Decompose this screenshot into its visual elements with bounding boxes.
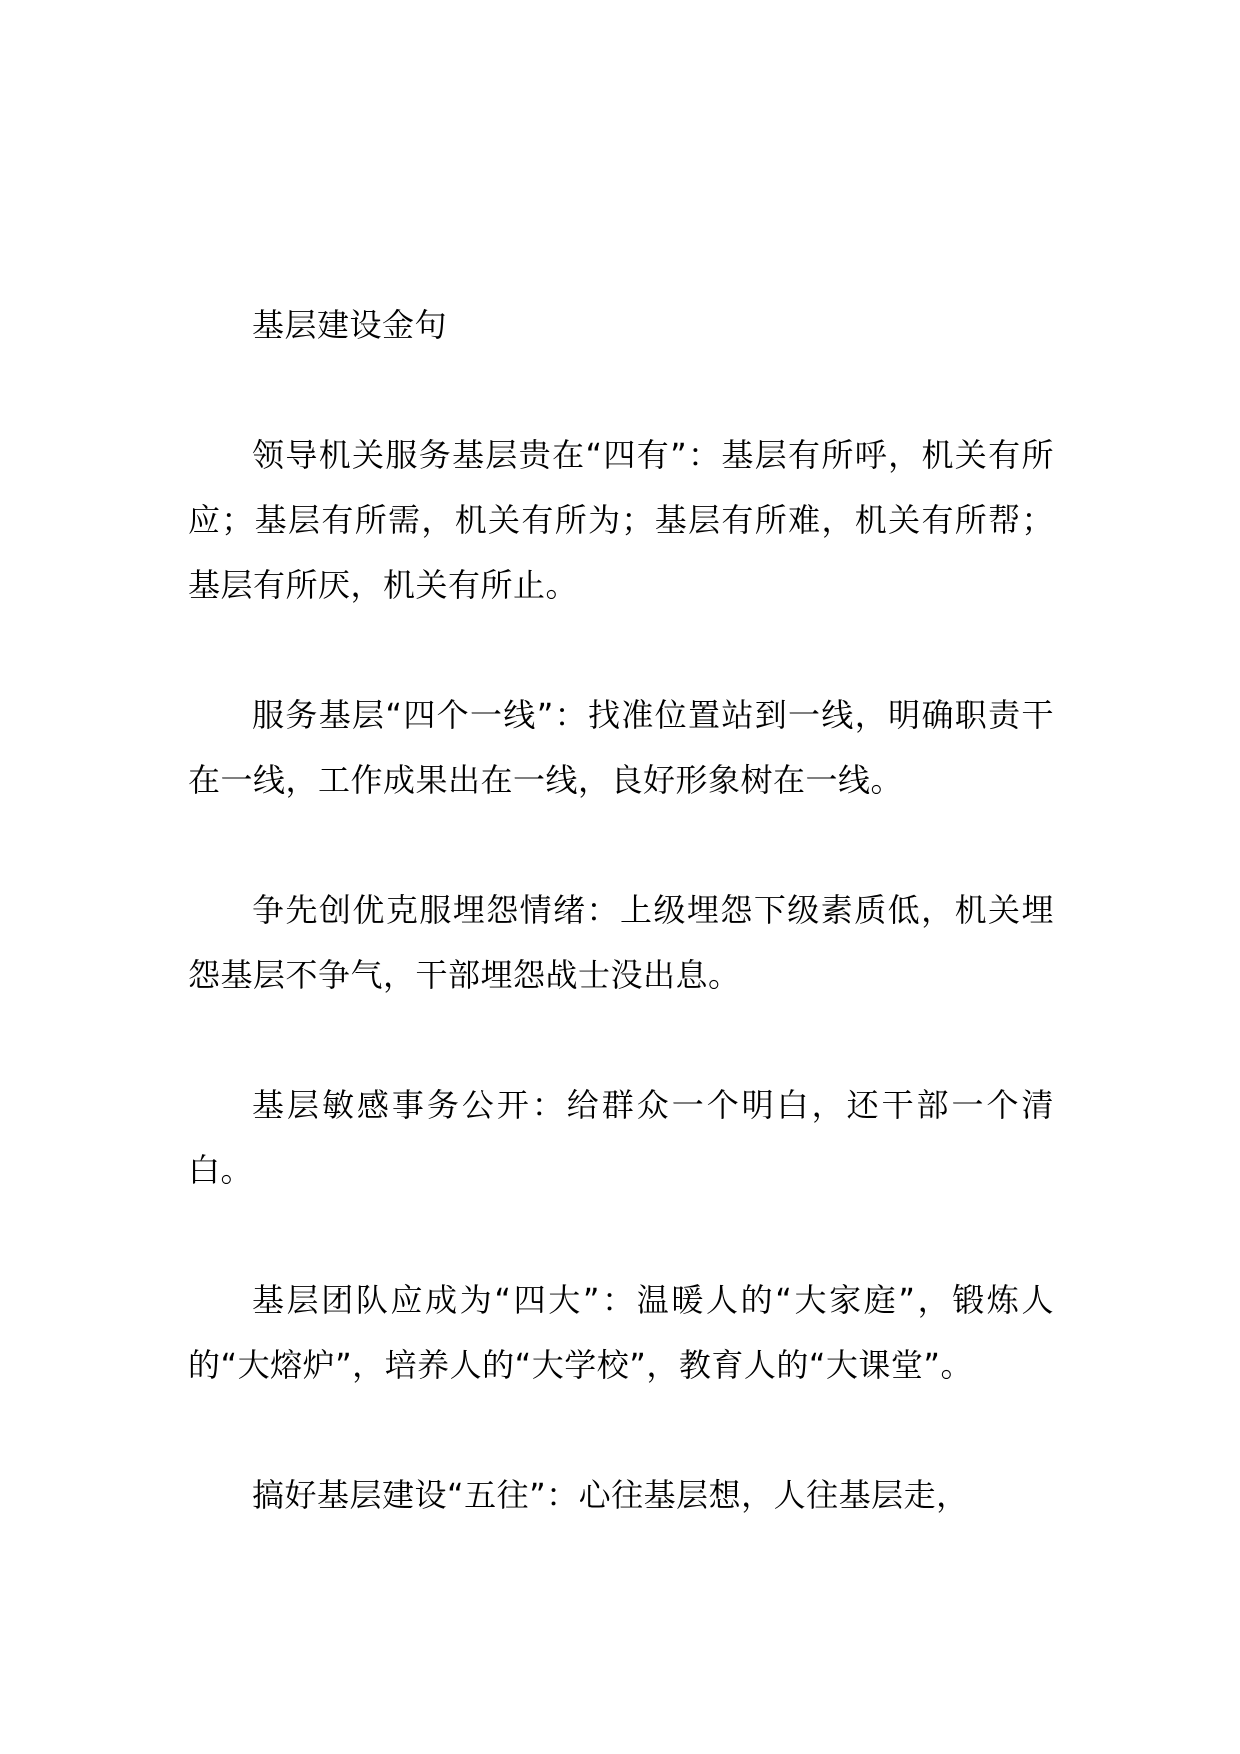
paragraph-four-frontlines: 服务基层“四个一线”：找准位置站到一线，明确职责干在一线，工作成果出在一线，良好形象树在一线。	[188, 696, 1054, 799]
paragraph-transparency: 基层敏感事务公开：给群众一个明白，还干部一个清白。	[188, 1086, 1054, 1189]
paragraph-four-haves: 领导机关服务基层贵在“四有”：基层有所呼，机关有所应；基层有所需，机关有所为；基层有所难，机关有所帮；基层有所厌，机关有所止。	[188, 436, 1054, 604]
document-body	[188, 293, 1054, 1593]
paragraph-four-bigs: 基层团队应成为“四大”：温暖人的“大家庭”，锻炼人的“大熔炉”，培养人的“大学校”，教育人的“大课堂”。	[188, 1281, 1054, 1384]
document-title: 基层建设金句	[252, 306, 448, 344]
paragraph-complaints: 争先创优克服埋怨情绪：上级埋怨下级素质低，机关埋怨基层不争气，干部埋怨战士没出息。	[188, 891, 1054, 994]
paragraph-five-towards: 搞好基层建设“五往”：心往基层想，人往基层走，	[252, 1476, 969, 1514]
